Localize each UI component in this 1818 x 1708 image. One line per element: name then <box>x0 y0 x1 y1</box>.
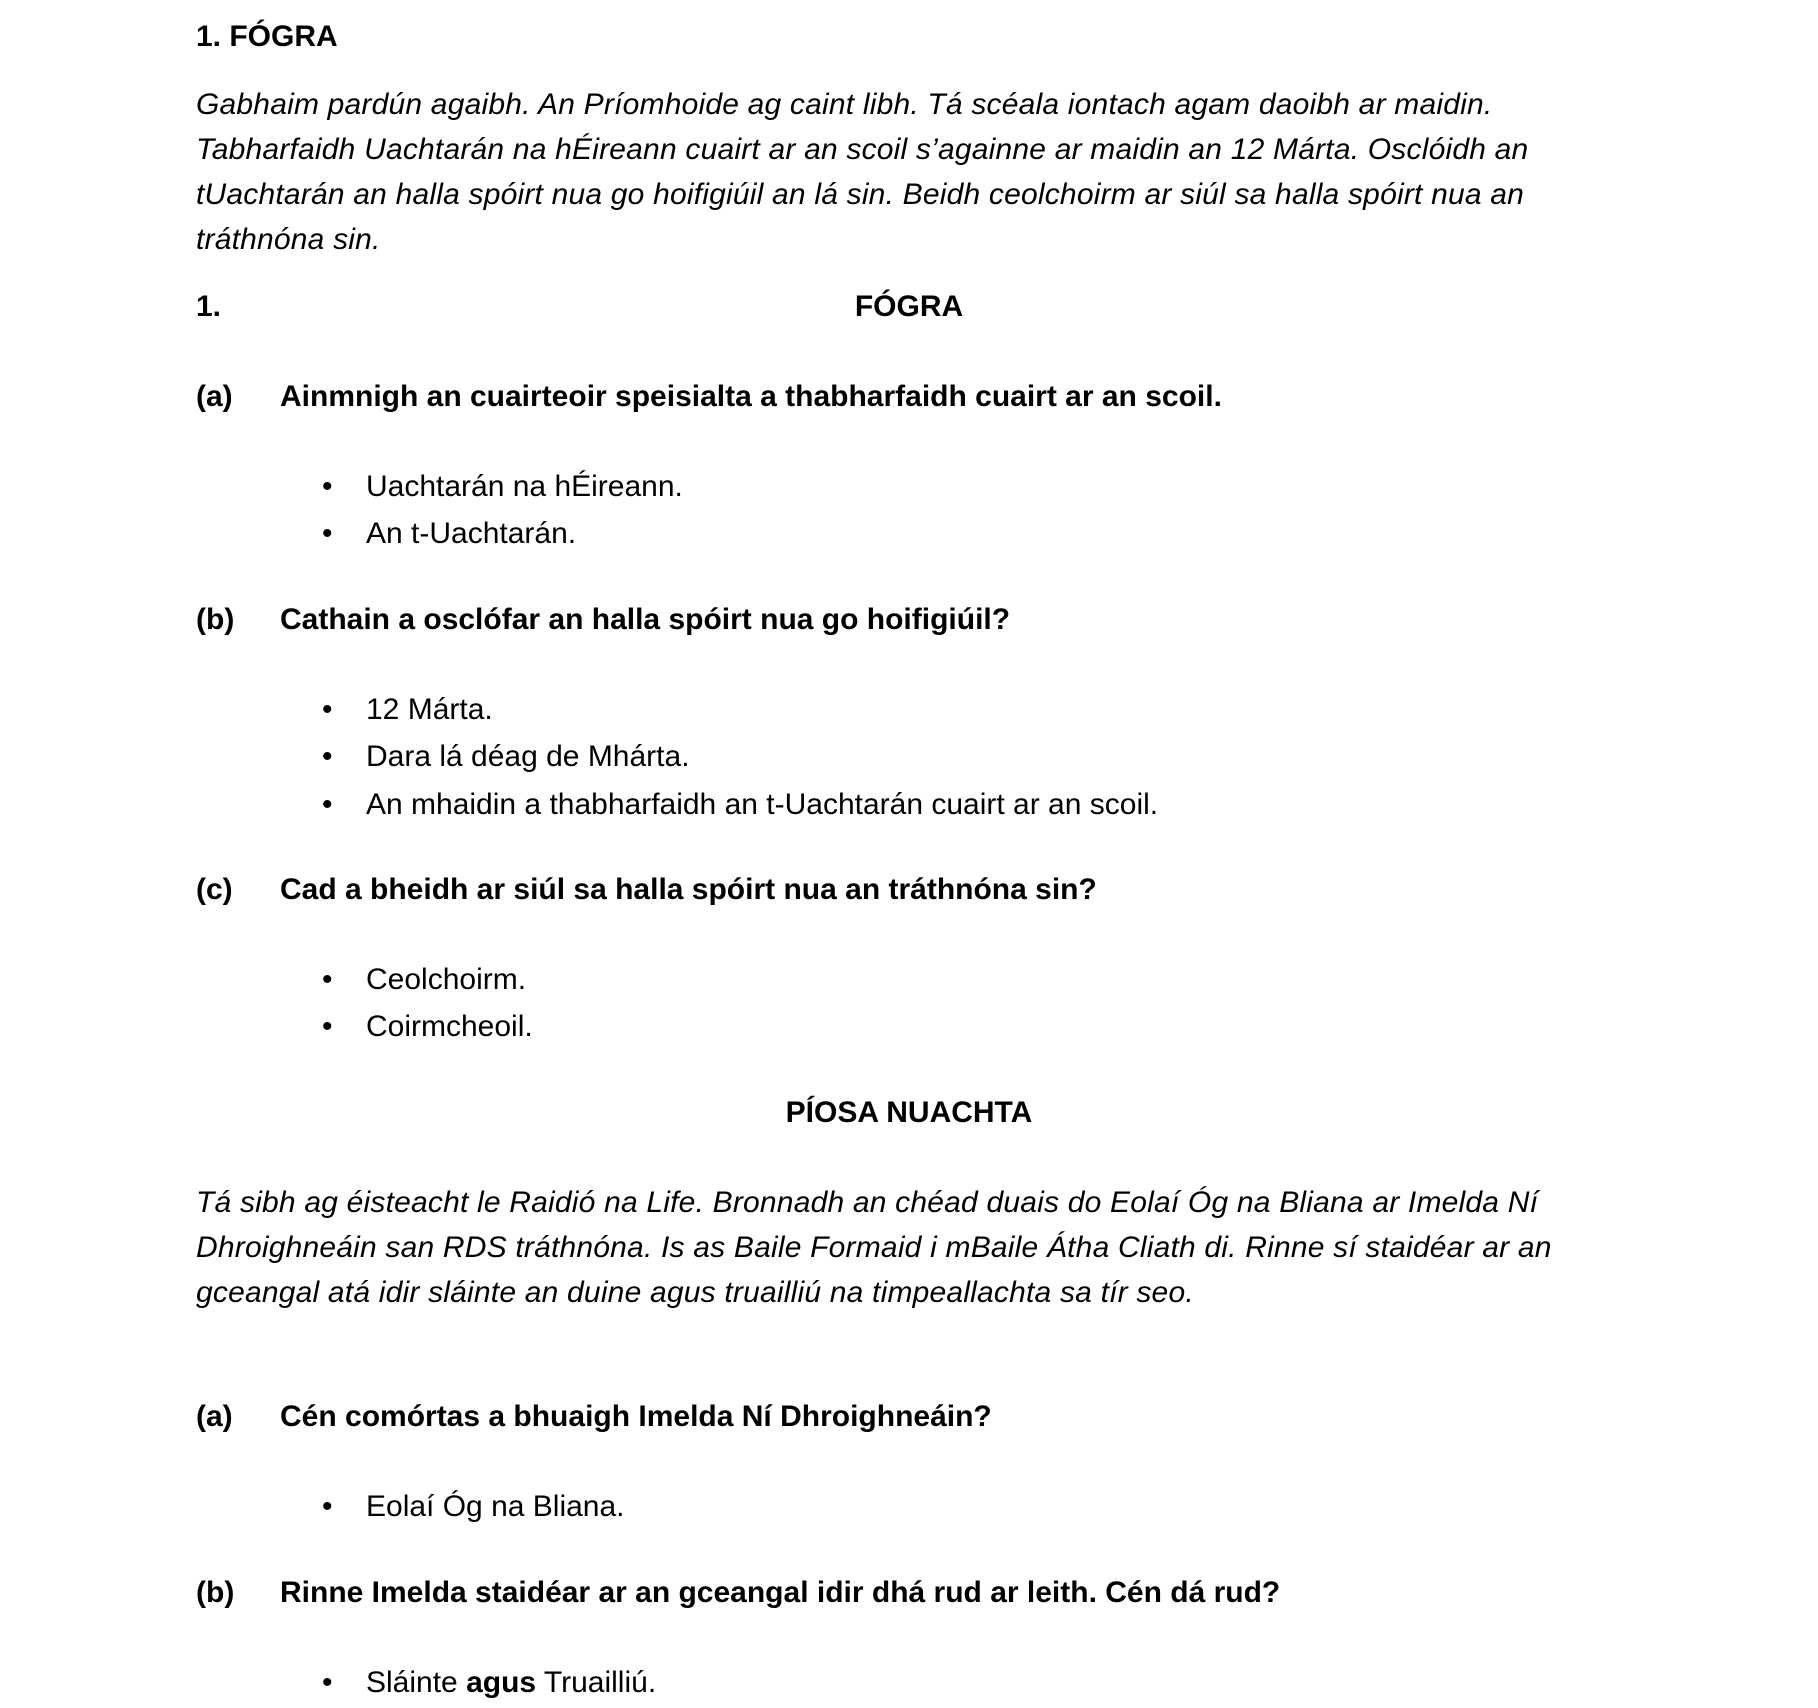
passage-line: Gabhaim pardún agaibh. An Príomhoide ag caint libh. Tá scéala iontach agam daoibh ar maidin. <box>196 88 1493 121</box>
question-text: Ainmnigh an cuairteoir speisialta a thabharfaidh cuairt ar an scoil. <box>280 380 1222 413</box>
bullet-icon: • <box>322 693 333 726</box>
passage-line: Dhroighneáin san RDS tráthnóna. Is as Baile Formaid i mBaile Átha Cliath di. Rinne sí staidéar ar an <box>196 1231 1552 1264</box>
question-number: 1. <box>196 290 222 323</box>
passage-line: Tabharfaidh Uachtarán na hÉireann cuairt ar an scoil s’againne ar maidin an 12 Márta. Osclóidh an <box>196 133 1529 166</box>
passage-line: Tá sibh ag éisteacht le Raidió na Life. Bronnadh an chéad duais do Eolaí Óg na Bliana ar Imelda Ní <box>196 1186 1539 1219</box>
answer-item: Uachtarán na hÉireann. <box>366 470 683 503</box>
answer-item: Ceolchoirm. <box>366 963 527 996</box>
question-label: (a) <box>196 1400 233 1433</box>
bullet-icon: • <box>322 740 333 773</box>
bullet-icon: • <box>322 1490 333 1523</box>
bullet-icon: • <box>322 963 333 996</box>
answer-item <box>366 1666 656 1700</box>
answer-part: Truailliú. <box>536 1666 657 1699</box>
question-text: Rinne Imelda staidéar ar an gceangal idir dhá rud ar leith. Cén dá rud? <box>280 1576 1281 1609</box>
question-text: Cén comórtas a bhuaigh Imelda Ní Dhroighneáin? <box>280 1400 992 1433</box>
question-label: (b) <box>196 1576 235 1609</box>
passage-line: gceangal atá idir sláinte an duine agus truailliú na timpeallachta sa tír seo. <box>196 1276 1194 1309</box>
passage-line: tUachtarán an halla spóirt nua go hoifigiúil an lá sin. Beidh ceolchoirm ar siúl sa halla spóirt nua an <box>196 178 1525 211</box>
announcement-passage <box>196 82 1641 262</box>
question-label: (c) <box>196 873 233 906</box>
question-text: Cad a bheidh ar siúl sa halla spóirt nua an tráthnóna sin? <box>280 873 1097 906</box>
answer-item: Eolaí Óg na Bliana. <box>366 1490 625 1523</box>
answer-part-bold: agus <box>466 1666 537 1699</box>
answer-item: 12 Márta. <box>366 693 493 726</box>
question-text: Cathain a osclófar an halla spóirt nua go hoifigiúil? <box>280 603 1011 636</box>
bullet-icon: • <box>322 1010 333 1043</box>
bullet-icon: • <box>322 1666 333 1699</box>
news-passage <box>196 1180 1641 1315</box>
question-label: (b) <box>196 603 235 636</box>
passage-line: tráthnóna sin. <box>196 223 381 256</box>
bullet-icon: • <box>322 470 333 503</box>
answer-item: An t-Uachtarán. <box>366 517 577 550</box>
section-heading: FÓGRA <box>854 290 964 323</box>
news-heading: PÍOSA NUACHTA <box>785 1096 1033 1129</box>
answer-item: An mhaidin a thabharfaidh an t-Uachtarán cuairt ar an scoil. <box>366 788 1159 821</box>
question-label: (a) <box>196 380 233 413</box>
section-title: 1. FÓGRA <box>196 20 338 53</box>
answer-part: Sláinte <box>366 1666 467 1699</box>
bullet-icon: • <box>322 517 333 550</box>
answer-item: Coirmcheoil. <box>366 1010 533 1043</box>
bullet-icon: • <box>322 788 333 821</box>
answer-item: Dara lá déag de Mhárta. <box>366 740 690 773</box>
